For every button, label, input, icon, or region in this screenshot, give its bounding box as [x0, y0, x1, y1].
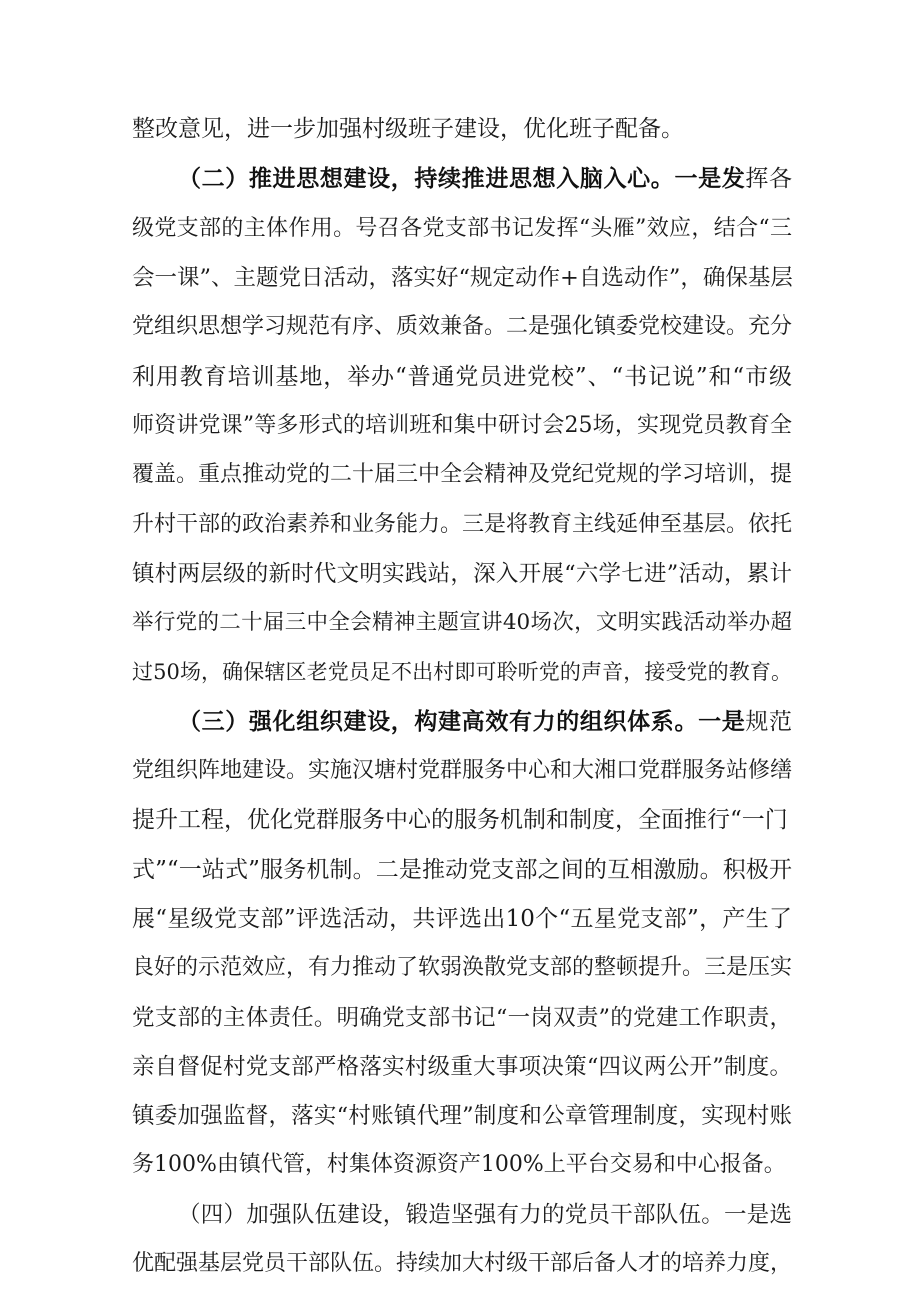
paragraph-line: 师资讲党课”等多形式的培训班和集中研讨会25场，实现党员教育全	[132, 413, 792, 438]
paragraph-line: 式”“一站式”服务机制。二是推动党支部之间的互相激励。积极开	[132, 857, 792, 883]
paragraph-line: 展“星级党支部”评选活动，共评选出10个“五星党支部”，产生了	[132, 906, 792, 932]
section-heading-line: （三）强化组织建设，构建高效有力的组织体系。一是规范	[178, 709, 793, 735]
paragraph-line: 级党支部的主体作用。号召各党支部书记发挥“头雁”效应，结合“三	[132, 216, 792, 241]
paragraph-line: 优配强基层党员干部队伍。持续加大村级干部后备人才的培养力度，	[132, 1251, 793, 1276]
section-heading-line	[178, 1195, 792, 1235]
paragraph-line: 党支部的主体责任。明确党支部书记“一岗双责”的党建工作职责，	[132, 1005, 792, 1031]
section-heading-2: （二）推进思想建设，持续推进思想入脑入心。一是发	[178, 166, 746, 192]
paragraph-line: 利用教育培训基地，举办“普通党员进党校”、“书记说”和“市级	[132, 364, 792, 390]
paragraph-line: 党组织思想学习规范有序、质效兼备。二是强化镇委党校建设。充分	[132, 314, 793, 339]
section-heading-4: （四）加强队伍建设，锻造坚强有力的党员干部队伍。一是选	[178, 1202, 792, 1228]
paragraph-line: 良好的示范效应，有力推动了软弱涣散党支部的整顿提升。三是压实	[132, 955, 793, 980]
paragraph-line: 过50场，确保辖区老党员足不出村即可聆听党的声音，接受党的教育。	[132, 660, 792, 684]
section-heading-3: （三）强化组织建设，构建高效有力的组织体系。一是	[178, 709, 746, 735]
paragraph-line: 务100%由镇代管，村集体资源资产100%上平台交易和中心报备。	[132, 1152, 786, 1177]
paragraph-line: 党组织阵地建设。实施汉塘村党群服务中心和大湘口党群服务站修缮	[132, 758, 793, 783]
paragraph-line: 镇村两层级的新时代文明实践站，深入开展“六学七进”活动，累计	[132, 561, 792, 587]
paragraph-line: 亲自督促村党支部严格落实村级重大事项决策“四议两公开”制度。	[132, 1054, 792, 1080]
paragraph-line: 镇委加强监督，落实“村账镇代理”制度和公章管理制度，实现村账	[132, 1103, 792, 1129]
paragraph-line: 提升工程，优化党群服务中心的服务机制和制度，全面推行“一门	[132, 807, 788, 833]
paragraph-line: 会一课”、主题党日活动，落实好“规定动作+自选动作”，确保基层	[132, 265, 793, 291]
paragraph-line: 升村干部的政治素养和业务能力。三是将教育主线延伸至基层。依托	[132, 512, 793, 537]
paragraph-line: 举行党的二十届三中全会精神主题宣讲40场次，文明实践活动举办超	[132, 610, 792, 635]
paragraph-line: 整改意见，进一步加强村级班子建设，优化班子配备。	[132, 116, 684, 142]
paragraph-line: 覆盖。重点推动党的二十届三中全会精神及党纪党规的学习培训，提	[132, 462, 793, 487]
section-heading-line: （二）推进思想建设，持续推进思想入脑入心。一是发挥各	[178, 166, 793, 192]
